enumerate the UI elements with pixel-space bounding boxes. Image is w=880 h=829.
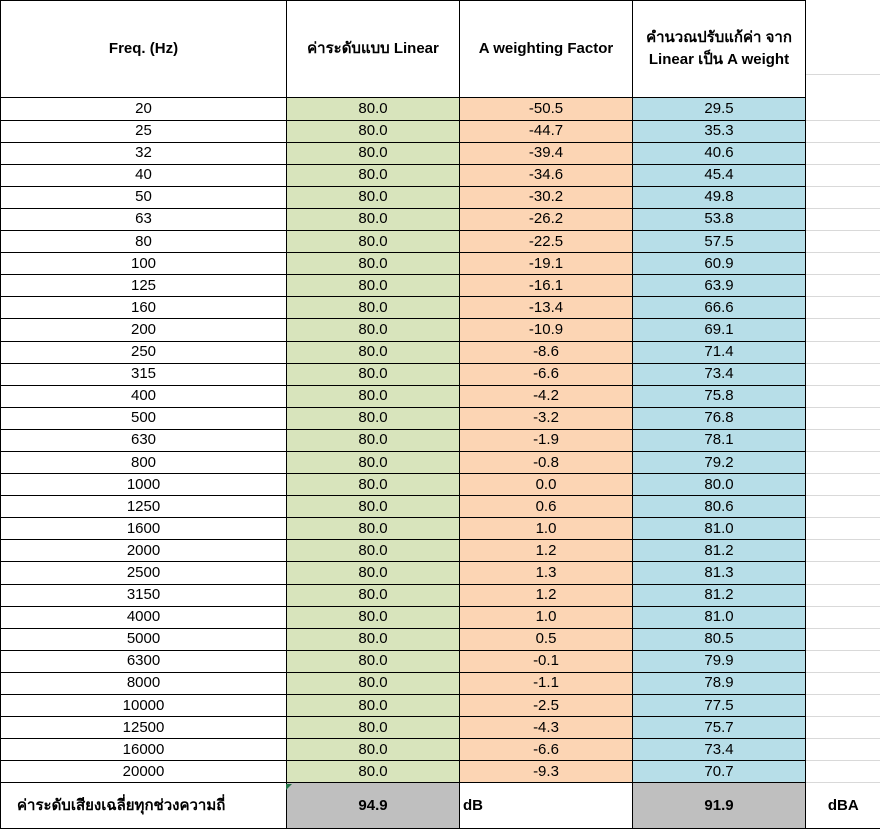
linear-cell[interactable]: 80.0 (287, 407, 460, 429)
empty-cell[interactable] (806, 540, 880, 562)
table-row (1, 628, 880, 650)
weighted-cell[interactable]: 57.5 (633, 231, 806, 253)
empty-cell[interactable] (806, 186, 880, 208)
linear-cell[interactable]: 80.0 (287, 584, 460, 606)
freq-cell[interactable]: 32 (1, 142, 287, 164)
weighted-cell[interactable]: 81.3 (633, 562, 806, 584)
freq-cell[interactable]: 250 (1, 341, 287, 363)
linear-cell[interactable]: 80.0 (287, 518, 460, 540)
freq-cell[interactable]: 10000 (1, 695, 287, 717)
table-row (1, 540, 880, 562)
table-row (1, 186, 880, 208)
empty-cell[interactable] (806, 717, 880, 739)
linear-cell[interactable]: 80.0 (287, 319, 460, 341)
freq-cell[interactable]: 630 (1, 429, 287, 451)
factor-cell[interactable]: -6.6 (460, 739, 633, 761)
weighted-cell[interactable]: 81.0 (633, 606, 806, 628)
weighted-cell[interactable]: 69.1 (633, 319, 806, 341)
linear-cell[interactable]: 80.0 (287, 208, 460, 230)
linear-cell[interactable]: 80.0 (287, 562, 460, 584)
linear-cell[interactable]: 80.0 (287, 540, 460, 562)
freq-cell[interactable]: 20000 (1, 761, 287, 783)
linear-cell[interactable]: 80.0 (287, 231, 460, 253)
empty-cell[interactable] (806, 429, 880, 451)
factor-cell[interactable]: -13.4 (460, 297, 633, 319)
weighted-cell[interactable]: 80.0 (633, 474, 806, 496)
weighted-cell[interactable]: 66.6 (633, 297, 806, 319)
weighted-cell[interactable]: 80.6 (633, 496, 806, 518)
empty-cell[interactable] (806, 761, 880, 783)
empty-cell[interactable] (806, 606, 880, 628)
header-linear[interactable]: ค่าระดับแบบ Linear (287, 1, 460, 98)
table-row (1, 297, 880, 319)
factor-cell[interactable]: 1.0 (460, 606, 633, 628)
freq-cell[interactable]: 800 (1, 451, 287, 473)
factor-cell[interactable]: 0.0 (460, 474, 633, 496)
freq-cell[interactable]: 125 (1, 275, 287, 297)
linear-cell[interactable]: 80.0 (287, 739, 460, 761)
linear-cell[interactable]: 80.0 (287, 695, 460, 717)
linear-cell[interactable]: 80.0 (287, 253, 460, 275)
empty-cell[interactable] (806, 164, 880, 186)
weighted-cell[interactable]: 63.9 (633, 275, 806, 297)
freq-cell[interactable]: 16000 (1, 739, 287, 761)
table-row (1, 142, 880, 164)
table-row (1, 695, 880, 717)
table-row (1, 275, 880, 297)
factor-cell[interactable]: -9.3 (460, 761, 633, 783)
linear-cell[interactable]: 80.0 (287, 363, 460, 385)
weighted-cell[interactable]: 73.4 (633, 739, 806, 761)
freq-cell[interactable]: 2500 (1, 562, 287, 584)
freq-cell[interactable]: 500 (1, 407, 287, 429)
factor-cell[interactable]: 0.6 (460, 496, 633, 518)
factor-cell[interactable]: -4.3 (460, 717, 633, 739)
header-a-factor[interactable]: A weighting Factor (460, 1, 633, 98)
linear-cell[interactable]: 80.0 (287, 186, 460, 208)
table-row (1, 120, 880, 142)
linear-cell[interactable]: 80.0 (287, 672, 460, 694)
freq-cell[interactable]: 100 (1, 253, 287, 275)
linear-cell[interactable]: 80.0 (287, 297, 460, 319)
header-a-weighted[interactable]: คำนวณปรับแก้ค่า จาก Linear เป็น A weight (633, 1, 806, 98)
empty-cell[interactable] (806, 275, 880, 297)
weighted-total-cell[interactable]: 91.9 (633, 783, 806, 829)
weighted-cell[interactable]: 78.1 (633, 429, 806, 451)
weighted-cell[interactable]: 81.2 (633, 584, 806, 606)
empty-cell[interactable] (806, 650, 880, 672)
factor-cell[interactable]: 1.2 (460, 584, 633, 606)
freq-cell[interactable]: 1250 (1, 496, 287, 518)
weighted-cell[interactable]: 77.5 (633, 695, 806, 717)
factor-cell[interactable]: 1.0 (460, 518, 633, 540)
table-row (1, 474, 880, 496)
table-row (1, 253, 880, 275)
factor-cell[interactable]: -22.5 (460, 231, 633, 253)
linear-cell[interactable]: 80.0 (287, 429, 460, 451)
weighted-cell[interactable]: 60.9 (633, 253, 806, 275)
freq-cell[interactable]: 3150 (1, 584, 287, 606)
weighted-cell[interactable]: 35.3 (633, 120, 806, 142)
empty-cell[interactable] (806, 341, 880, 363)
empty-cell[interactable] (806, 231, 880, 253)
factor-cell[interactable]: 0.5 (460, 628, 633, 650)
factor-cell[interactable]: -39.4 (460, 142, 633, 164)
empty-cell[interactable] (806, 297, 880, 319)
table-row (1, 363, 880, 385)
freq-cell[interactable]: 4000 (1, 606, 287, 628)
empty-cell[interactable] (806, 385, 880, 407)
empty-cell[interactable] (806, 739, 880, 761)
weighted-unit-cell[interactable]: dBA (806, 783, 880, 829)
freq-cell[interactable]: 20 (1, 98, 287, 120)
table-row (1, 739, 880, 761)
linear-total-cell[interactable]: 94.9 (287, 783, 460, 829)
weighted-cell[interactable]: 78.9 (633, 672, 806, 694)
empty-cell[interactable] (806, 562, 880, 584)
freq-cell[interactable]: 315 (1, 363, 287, 385)
freq-cell[interactable]: 200 (1, 319, 287, 341)
table-row (1, 761, 880, 783)
empty-cell[interactable] (806, 518, 880, 540)
table-row (1, 496, 880, 518)
linear-cell[interactable]: 80.0 (287, 164, 460, 186)
factor-cell[interactable]: -30.2 (460, 186, 633, 208)
factor-cell[interactable]: -4.2 (460, 385, 633, 407)
empty-cell[interactable] (806, 208, 880, 230)
linear-cell[interactable]: 80.0 (287, 717, 460, 739)
factor-cell[interactable]: -34.6 (460, 164, 633, 186)
linear-cell[interactable]: 80.0 (287, 385, 460, 407)
table-row (1, 562, 880, 584)
table-row (1, 319, 880, 341)
header-row (1, 1, 880, 98)
linear-cell[interactable]: 80.0 (287, 761, 460, 783)
linear-cell[interactable]: 80.0 (287, 451, 460, 473)
empty-cell[interactable] (806, 319, 880, 341)
empty-cell[interactable] (806, 98, 880, 120)
weighted-cell[interactable]: 53.8 (633, 208, 806, 230)
empty-cell[interactable] (806, 695, 880, 717)
factor-cell[interactable]: -6.6 (460, 363, 633, 385)
weighted-cell[interactable]: 76.8 (633, 407, 806, 429)
comment-indicator-icon (286, 784, 292, 790)
factor-cell[interactable]: -16.1 (460, 275, 633, 297)
factor-cell[interactable]: -1.9 (460, 429, 633, 451)
table-row (1, 584, 880, 606)
linear-cell[interactable]: 80.0 (287, 650, 460, 672)
factor-cell[interactable]: -10.9 (460, 319, 633, 341)
freq-cell[interactable]: 1000 (1, 474, 287, 496)
factor-cell[interactable]: -3.2 (460, 407, 633, 429)
table-row (1, 231, 880, 253)
empty-cell[interactable] (806, 1, 880, 98)
weighted-cell[interactable]: 81.2 (633, 540, 806, 562)
empty-cell[interactable] (806, 584, 880, 606)
summary-label[interactable]: ค่าระดับเสียงเฉลี่ยทุกช่วงความถี่ (1, 783, 287, 829)
table-row (1, 341, 880, 363)
gridline (806, 74, 880, 75)
linear-cell[interactable]: 80.0 (287, 275, 460, 297)
table-row (1, 208, 880, 230)
freq-cell[interactable]: 6300 (1, 650, 287, 672)
factor-cell[interactable]: -19.1 (460, 253, 633, 275)
freq-cell[interactable]: 63 (1, 208, 287, 230)
table-row (1, 385, 880, 407)
freq-cell[interactable]: 5000 (1, 628, 287, 650)
table-row (1, 164, 880, 186)
freq-cell[interactable]: 25 (1, 120, 287, 142)
empty-cell[interactable] (806, 253, 880, 275)
weighted-cell[interactable]: 81.0 (633, 518, 806, 540)
linear-cell[interactable]: 80.0 (287, 341, 460, 363)
empty-cell[interactable] (806, 628, 880, 650)
weighted-cell[interactable]: 79.9 (633, 650, 806, 672)
linear-cell[interactable]: 80.0 (287, 496, 460, 518)
freq-cell[interactable]: 8000 (1, 672, 287, 694)
summary-row (1, 783, 880, 829)
freq-cell[interactable]: 80 (1, 231, 287, 253)
linear-cell[interactable]: 80.0 (287, 474, 460, 496)
weighted-cell[interactable]: 29.5 (633, 98, 806, 120)
empty-cell[interactable] (806, 496, 880, 518)
weighted-cell[interactable]: 70.7 (633, 761, 806, 783)
factor-cell[interactable]: 1.2 (460, 540, 633, 562)
table-row (1, 717, 880, 739)
table-row (1, 606, 880, 628)
freq-cell[interactable]: 40 (1, 164, 287, 186)
factor-cell[interactable]: -1.1 (460, 672, 633, 694)
weighted-cell[interactable]: 75.7 (633, 717, 806, 739)
weighted-cell[interactable]: 75.8 (633, 385, 806, 407)
weighted-cell[interactable]: 45.4 (633, 164, 806, 186)
table-row (1, 518, 880, 540)
freq-cell[interactable]: 160 (1, 297, 287, 319)
freq-cell[interactable]: 2000 (1, 540, 287, 562)
factor-cell[interactable]: -44.7 (460, 120, 633, 142)
freq-cell[interactable]: 12500 (1, 717, 287, 739)
factor-cell[interactable]: -0.1 (460, 650, 633, 672)
linear-cell[interactable]: 80.0 (287, 142, 460, 164)
factor-cell[interactable]: -0.8 (460, 451, 633, 473)
weighted-cell[interactable]: 80.5 (633, 628, 806, 650)
empty-cell[interactable] (806, 363, 880, 385)
table-row (1, 650, 880, 672)
table-row (1, 407, 880, 429)
linear-cell[interactable]: 80.0 (287, 628, 460, 650)
freq-cell[interactable]: 50 (1, 186, 287, 208)
empty-cell[interactable] (806, 407, 880, 429)
weighted-cell[interactable]: 73.4 (633, 363, 806, 385)
table-row (1, 672, 880, 694)
header-freq[interactable]: Freq. (Hz) (1, 1, 287, 98)
freq-cell[interactable]: 1600 (1, 518, 287, 540)
empty-cell[interactable] (806, 120, 880, 142)
linear-cell[interactable]: 80.0 (287, 98, 460, 120)
table-row (1, 98, 880, 120)
factor-cell[interactable]: -50.5 (460, 98, 633, 120)
linear-cell[interactable]: 80.0 (287, 606, 460, 628)
weighted-cell[interactable]: 79.2 (633, 451, 806, 473)
factor-cell[interactable]: -8.6 (460, 341, 633, 363)
factor-cell[interactable]: -2.5 (460, 695, 633, 717)
empty-cell[interactable] (806, 451, 880, 473)
weighted-cell[interactable]: 71.4 (633, 341, 806, 363)
freq-cell[interactable]: 400 (1, 385, 287, 407)
factor-cell[interactable]: -26.2 (460, 208, 633, 230)
table-row (1, 451, 880, 473)
factor-cell[interactable]: 1.3 (460, 562, 633, 584)
table-row (1, 429, 880, 451)
weighted-cell[interactable]: 40.6 (633, 142, 806, 164)
empty-cell[interactable] (806, 474, 880, 496)
linear-cell[interactable]: 80.0 (287, 120, 460, 142)
empty-cell[interactable] (806, 672, 880, 694)
weighted-cell[interactable]: 49.8 (633, 186, 806, 208)
linear-unit-cell[interactable]: dB (460, 783, 633, 829)
empty-cell[interactable] (806, 142, 880, 164)
